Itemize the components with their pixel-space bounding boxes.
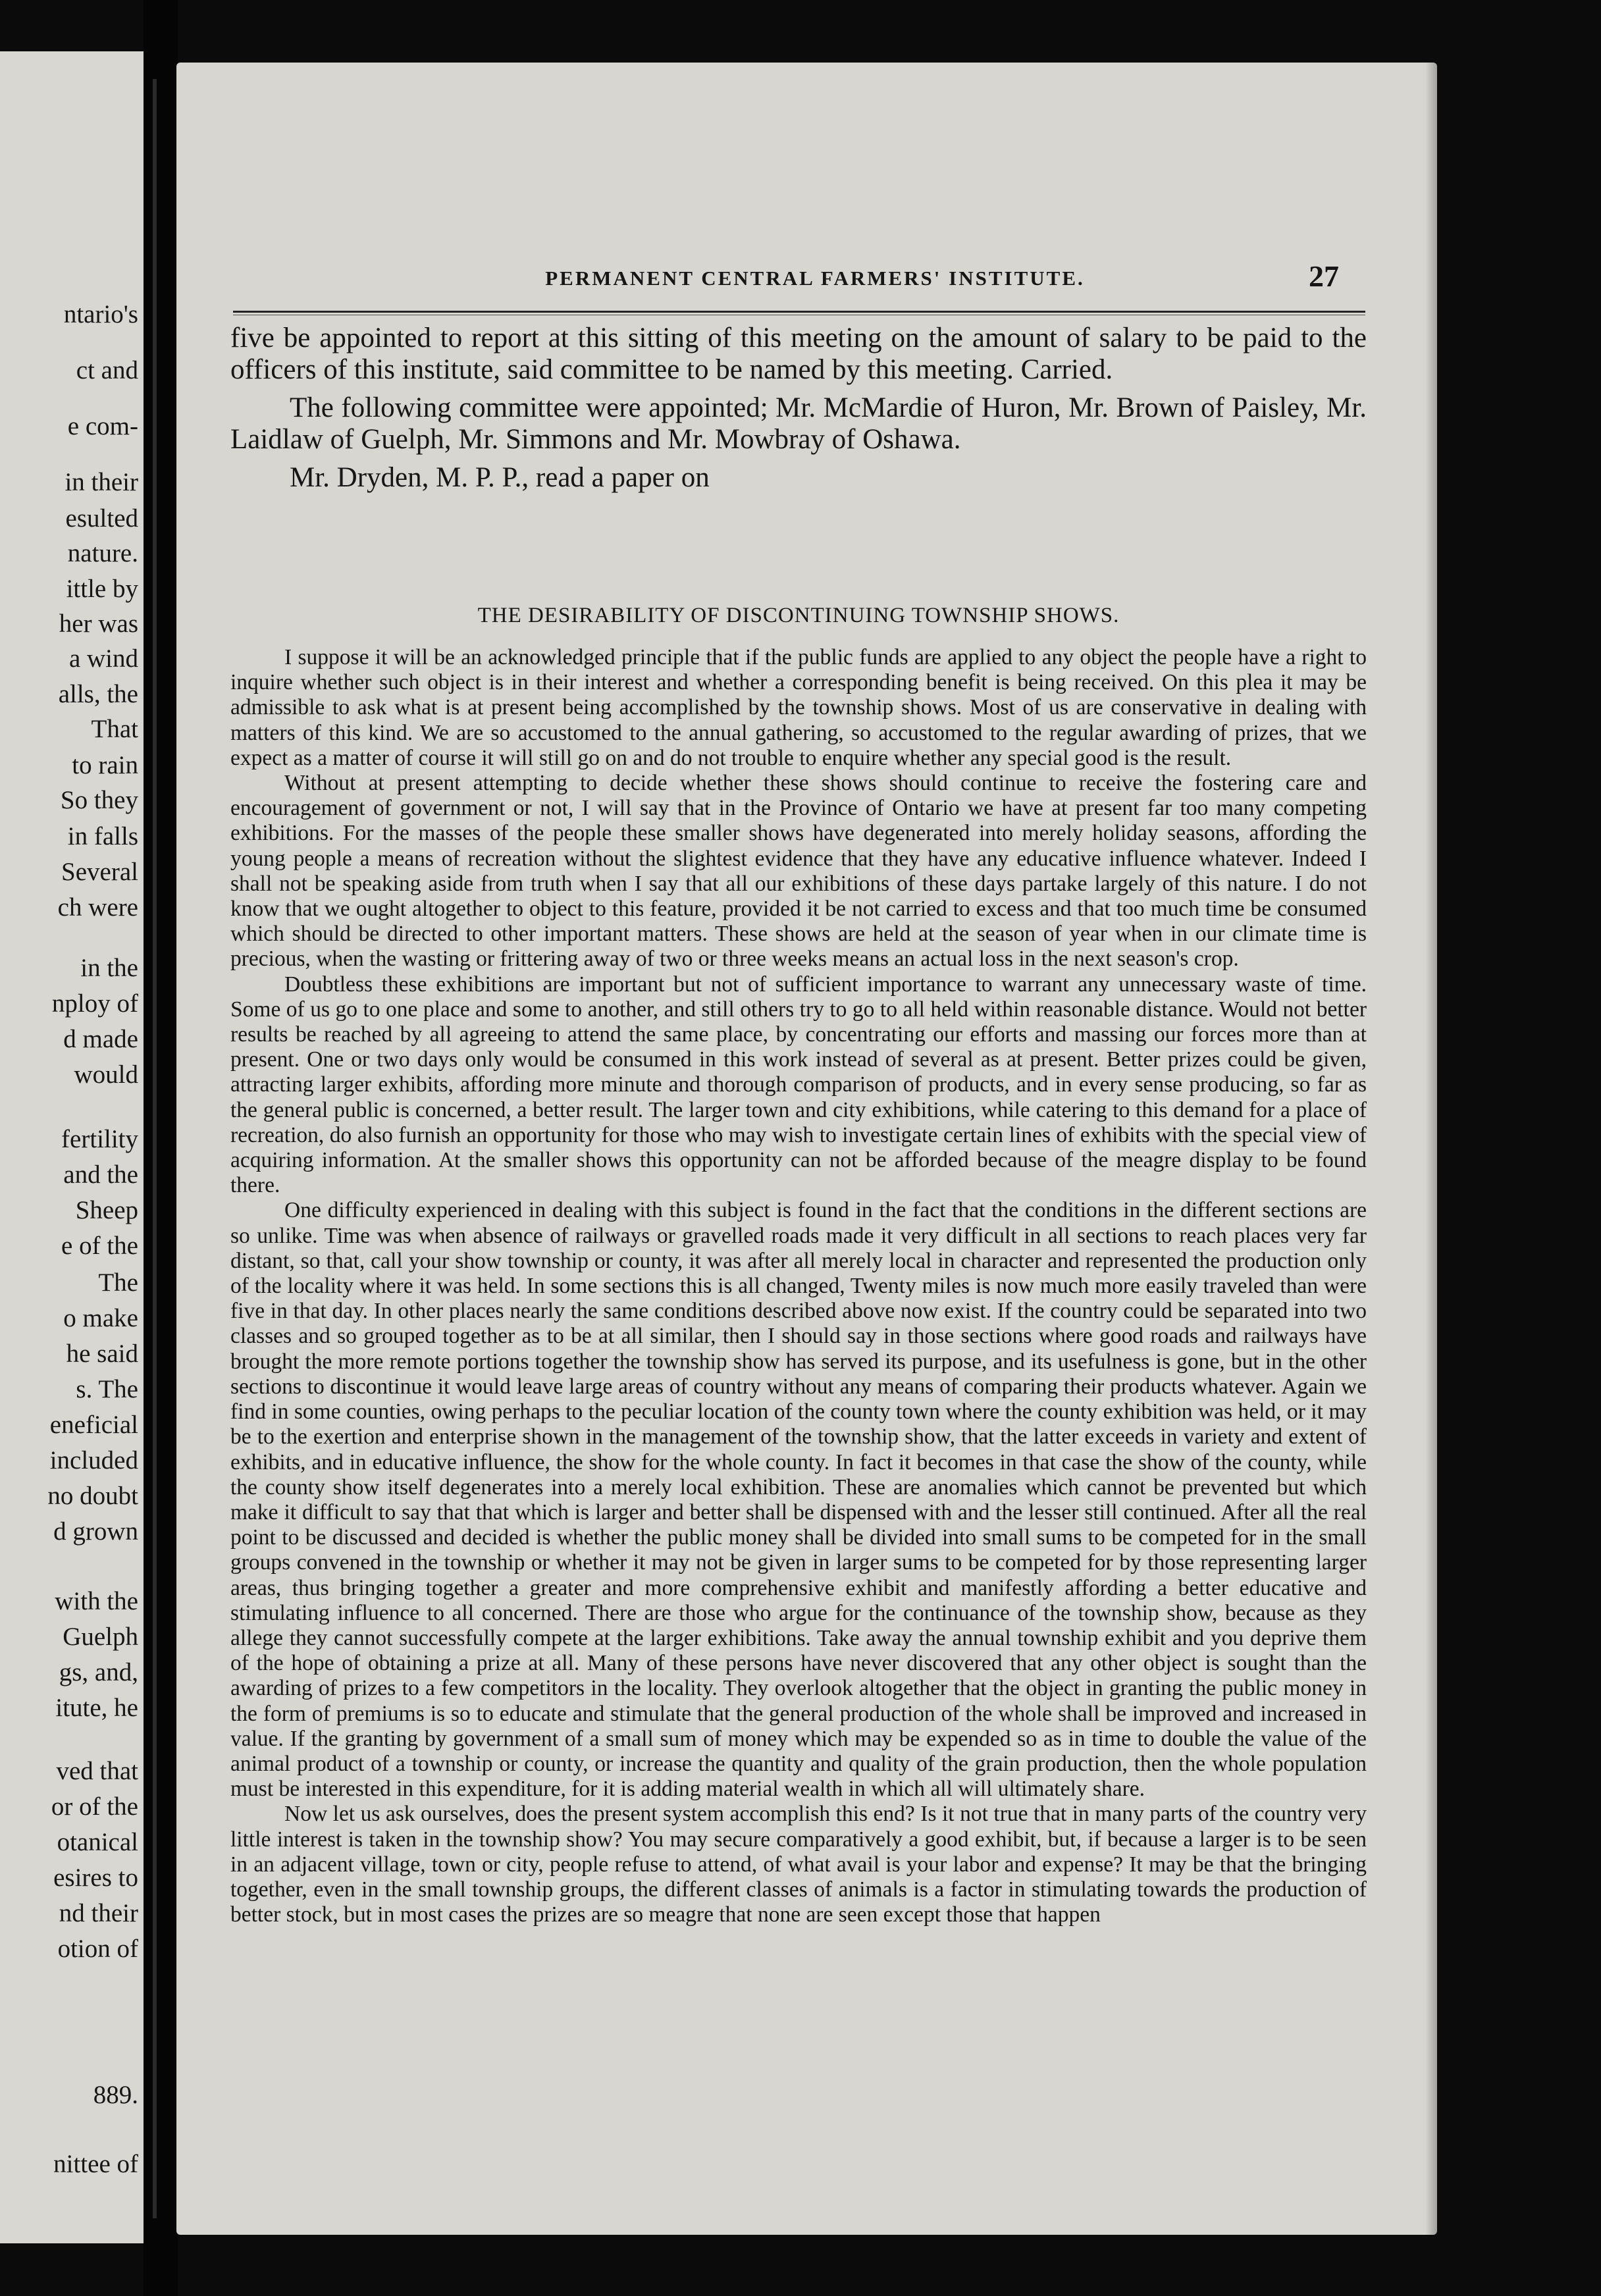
- left-page-fragment: d grown: [53, 1517, 138, 1546]
- left-page-fragment: 889.: [93, 2081, 138, 2109]
- left-page-fragment: otion of: [57, 1935, 138, 1963]
- left-page-fragment: d made: [63, 1025, 138, 1053]
- left-page-fragment: ittle by: [66, 575, 138, 603]
- left-page-fragment: nd their: [59, 1899, 138, 1927]
- left-page-fragment: in the: [80, 954, 138, 982]
- left-page-fragment: to rain: [72, 751, 138, 779]
- left-page-fragment: in their: [65, 468, 138, 496]
- body-paragraph: Now let us ask ourselves, does the present system accomplish this end? Is it not true that in many parts of the country very little interest is taken in the township show? You may secure comparatively a good exhibit, but, if because a larger is to be seen in an adjacent village, town or city, people refuse to attend, of what avail is your labor and expense? It may be that the bringing together, even in the small township groups, the different classes of animals is a factor in stimulating towards the production of better stock, but in most cases the prizes are so meagre that none are seen except those that happen: [230, 1802, 1367, 1927]
- running-head: PERMANENT CENTRAL FARMERS' INSTITUTE.: [545, 267, 1085, 290]
- intro-paragraph: five be appointed to report at this sitting of this meeting on the amount of salary to be paid to the officers of this institute, said committee to be named by this meeting. Carried.: [230, 323, 1367, 385]
- left-page-fragment: So they: [60, 786, 138, 814]
- left-page-fragment: o make: [63, 1304, 138, 1332]
- adjacent-page-strip: [0, 51, 144, 2243]
- left-page-fragment: Several: [61, 858, 138, 886]
- left-page-fragment: alls, the: [58, 680, 138, 708]
- intro-paragraph: The following committee were appointed; Mr. McMardie of Huron, Mr. Brown of Paisley, Mr. Laidlaw of Guelph, Mr. Simmons and Mr. Mowbray of Oshawa.: [230, 392, 1367, 455]
- left-page-fragment: nittee of: [53, 2150, 138, 2178]
- main-page: [176, 63, 1437, 2235]
- left-page-fragment: itute, he: [55, 1694, 138, 1722]
- left-page-fragment: nploy of: [51, 989, 138, 1018]
- left-page-fragment: nature.: [67, 539, 138, 567]
- left-page-fragment: Guelph: [63, 1623, 138, 1651]
- left-page-fragment: esulted: [65, 504, 138, 533]
- left-page-fragment: in falls: [67, 822, 138, 850]
- book-gutter: [144, 0, 178, 2296]
- left-page-fragment: Sheep: [75, 1196, 138, 1224]
- left-page-fragment: That: [91, 715, 138, 743]
- left-page-fragment: no doubt: [47, 1482, 138, 1510]
- left-page-fragment: otanical: [57, 1828, 138, 1856]
- article-body: [230, 645, 1367, 1927]
- left-page-fragment: a wind: [68, 644, 138, 673]
- intro-paragraph: Mr. Dryden, M. P. P., read a paper on: [290, 462, 710, 493]
- page-edge-shadow: [1425, 63, 1437, 2235]
- body-paragraph: Doubtless these exhibitions are important but not of sufficient importance to warrant any unnecessary waste of time. Some of us go to one place and some to another, and still others try to go to all held within reasonable distance. Would not better results be reached by all agreeing to attend the same place, by concentrating our efforts and massing our forces more than at present. One or two days only would be consumed in this work instead of several as at present. Better prizes could be given, attracting larger exhibits, affording more minute and thorough comparison of products, and in every sense producing, so far as the general public is concerned, a better result. The larger town and city exhibitions, while catering to this demand for a place of recreation, do also furnish an opportunity for those who may wish to investigate certain lines of exhibits with the special view of acquiring information. At the smaller shows this opportunity can not be afforded because of the meagre display to be found there.: [230, 972, 1367, 1198]
- left-page-fragment: The: [98, 1268, 138, 1297]
- left-page-fragment: or of the: [51, 1792, 138, 1821]
- section-title: THE DESIRABILITY OF DISCONTINUING TOWNSHIP SHOWS.: [477, 604, 1120, 627]
- page-number: 27: [1309, 259, 1339, 293]
- left-page-fragment: esires to: [53, 1864, 138, 1892]
- gutter-shadow: [153, 79, 157, 2218]
- body-paragraph: Without at present attempting to decide whether these shows should continue to receive the fostering care and encouragement of government or not, I will say that in the Province of Ontario we have at present far too many competing exhibitions. For the masses of the people these smaller shows have degenerated into merely holiday seasons, affording the young people a means of recreation without the slightest evidence that they have any educative influence whatever. Indeed I shall not be speaking aside from truth when I say that all our exhibitions of these days partake largely of this nature. I do not know that we ought altogether to object to this feature, provided it be not carried to excess and that too much time be consumed which should be directed to other important matters. These shows are held at the season of year when in our climate time is precious, when the wasting or frittering away of two or three weeks means an actual loss in the next season's crop.: [230, 771, 1367, 972]
- body-paragraph: I suppose it will be an acknowledged principle that if the public funds are applied to any object the people have a right to inquire whether such object is in their interest and whether a corresponding benefit is being received. On this plea it may be admissible to ask what is at present being accomplished by the township shows. Most of us are conservative in dealing with matters of this kind. We are so accustomed to the annual gathering, so accustomed to the regular awarding of prizes, that we expect as a matter of course it will still go on and do not trouble to enquire whether any special good is the result.: [230, 645, 1367, 770]
- left-page-fragment: eneficial: [49, 1411, 138, 1439]
- body-paragraph: One difficulty experienced in dealing with this subject is found in the fact that the conditions in the different sections are so unlike. Time was when absence of railways or gravelled roads made it very difficult in all sections to reach places very far distant, so that, call your show township or county, it was after all merely local in character and represented the production only of the locality where it was held. In some sections this is all changed, Twenty miles is now much more easily traveled than were five in that day. In other places nearly the same conditions described above now exist. If the country could be separated into two classes and so grouped together as to be at all similar, then I should say in those sections where good roads and railways have brought the more remote portions together the township show has served its purpose, and its usefulness is gone, but in the other sections to discontinue it would leave large areas of country without any means of comparing their products whatever. Again we find in some counties, owing perhaps to the peculiar location of the county town where the county exhibition was held, or it may be to the exertion and enterprise shown in the management of the township show, that the latter exceeds in variety and extent of exhibits, and in educative influence, the show for the whole county. In fact it becomes in that case the show of the county, while the county show itself degenerates into a merely local exhibition. These are anomalies which cannot be prevented but which make it difficult to say that that which is larger and better shall be dispensed with and the lesser still continued. After all the real point to be discussed and decided is whether the public money shall be divided into small sums to be competed for in the small groups convened in the township or whether it may not be given in larger sums to be competed for by those representing larger areas, thus bringing together a greater and more comprehensive exhibit and manifestly affording a better educative and stimulating influence to all concerned. There are those who argue for the continuance of the township show, because as they allege they cannot successfully compete at the larger exhibitions. Take away the annual township exhibit and you deprive them of the hope of obtaining a prize at all. Many of these persons have never discovered that any other object is sought than the awarding of prizes to a few competitors in the locality. They overlook altogether that the object in granting the public money in the form of premiums is so to educate and stimulate that the general production of the whole shall be improved and increased in value. If the granting by government of a small sum of money which may be expended so as in time to double the value of the animal product of a township or county, or increase the quantity and quality of the grain production, then the whole population must be interested in this expenditure, for it is adding material wealth in which all will ultimately share.: [230, 1198, 1367, 1802]
- left-page-fragment: included: [49, 1446, 138, 1474]
- left-page-fragment: e of the: [61, 1232, 138, 1260]
- left-page-fragment: e com-: [67, 412, 138, 440]
- left-page-fragment: would: [74, 1060, 138, 1089]
- left-page-fragment: ch were: [57, 893, 138, 922]
- header-rule: [233, 311, 1365, 313]
- left-page-fragment: with the: [55, 1587, 138, 1615]
- left-page-fragment: s. The: [76, 1375, 138, 1403]
- intro-text: [230, 323, 1367, 500]
- left-page-fragment: and the: [63, 1161, 138, 1189]
- left-page-fragment: ved that: [56, 1757, 138, 1785]
- left-page-fragment: fertility: [61, 1125, 138, 1153]
- left-page-fragment: ntario's: [63, 300, 138, 328]
- left-page-fragment: gs, and,: [59, 1658, 138, 1686]
- left-page-fragment: her was: [59, 610, 138, 638]
- left-page-fragment: ct and: [76, 356, 138, 384]
- left-page-fragment: he said: [66, 1340, 138, 1368]
